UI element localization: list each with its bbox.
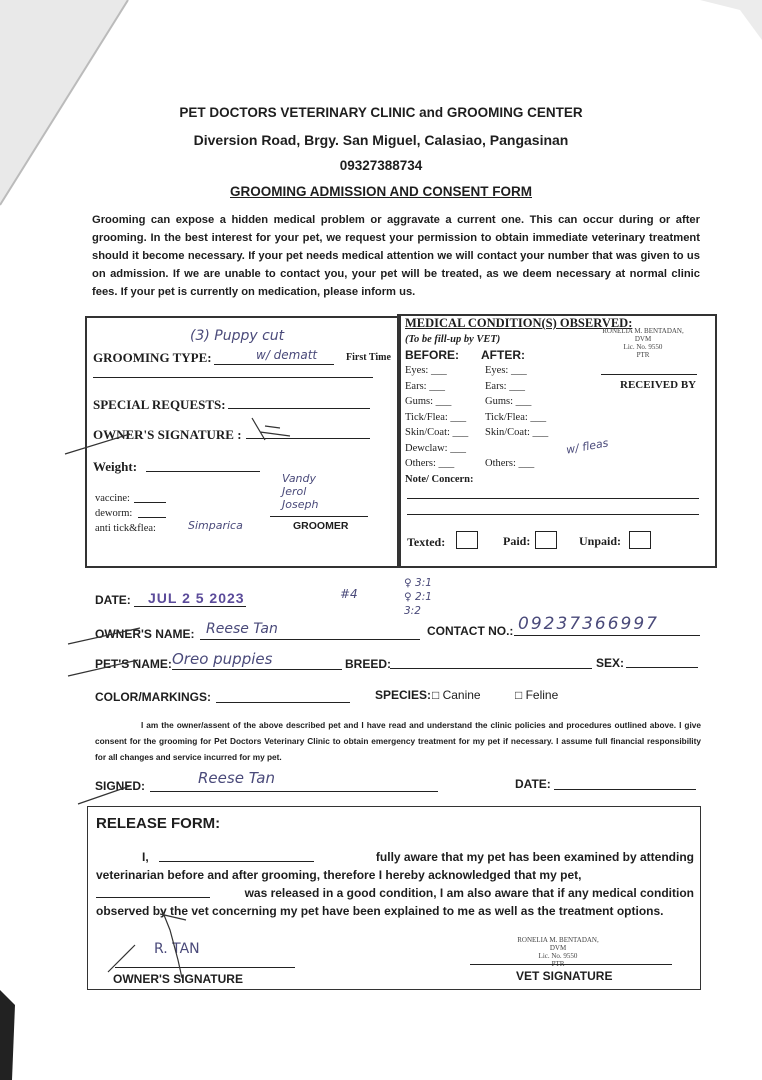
received-by-line <box>601 374 697 375</box>
medical-row <box>405 365 565 381</box>
breed-label: BREED: <box>345 657 392 671</box>
paid-checkbox[interactable] <box>535 531 557 549</box>
release-line-2: veterinarian before and after grooming, therefore I hereby acknowledged that my pet, <box>96 868 582 882</box>
unpaid-checkbox[interactable] <box>629 531 651 549</box>
clinic-address: Diversion Road, Brgy. San Miguel, Calasiao, Pangasinan <box>193 132 569 148</box>
contact-line <box>514 635 700 636</box>
form-title: GROOMING ADMISSION AND CONSENT FORM <box>230 184 532 199</box>
stamp-vet-name-2: RONELIA M. BENTADAN, DVM <box>517 936 599 952</box>
date-stamp: JUL 2 5 2023 <box>148 590 245 606</box>
color-label: COLOR/MARKINGS: <box>95 690 211 704</box>
release-line-3-text: was released in a good condition, I am also aware that if any medical condition <box>244 886 694 900</box>
medical-after-item[interactable]: Skin/Coat: ___ <box>485 427 549 438</box>
medical-before-item[interactable]: Others: ___ <box>405 458 455 469</box>
medical-before-item[interactable]: Tick/Flea: ___ <box>405 411 467 423</box>
texted-label: Texted: <box>407 535 446 549</box>
release-line-1-text: fully aware that my pet has been examined by attending <box>375 850 694 864</box>
contact-value: 09237366997 <box>518 614 659 634</box>
note-label: Note/ Concern: <box>405 474 474 485</box>
before-label: BEFORE: <box>405 348 459 362</box>
medical-after-item[interactable]: Gums: ___ <box>485 396 532 407</box>
medical-row <box>405 396 565 412</box>
hand-note: w/ fleas <box>565 436 610 457</box>
owner-signature-scribble <box>60 410 300 460</box>
stamp-lic: Lic. No. 9550 <box>623 343 663 351</box>
species-label: SPECIES: <box>375 688 432 702</box>
medical-row <box>405 381 565 397</box>
first-time-label: First Time <box>346 352 391 363</box>
grooming-type-label: GROOMING TYPE: <box>93 350 212 365</box>
paid-label: Paid: <box>503 534 531 548</box>
medical-after-item[interactable]: Others: ___ <box>485 458 535 469</box>
medical-after-item[interactable]: Eyes: ___ <box>485 365 527 376</box>
medical-row <box>405 443 565 459</box>
consent-date-label: DATE: <box>515 777 551 791</box>
hand-groomer: Vandy Jerol Joseph <box>282 472 319 511</box>
medical-before-item[interactable]: Dewclaw: ___ <box>405 442 466 454</box>
medical-rows <box>405 365 565 474</box>
deworm-line <box>138 517 166 518</box>
clinic-name: PET DOCTORS VETERINARY CLINIC and GROOMING CENTER <box>179 105 583 120</box>
contact-label: CONTACT NO.: <box>427 624 514 638</box>
release-pet-blank[interactable] <box>96 897 210 898</box>
weight-label: Weight: <box>93 459 138 474</box>
hand-grooming-type-2: w/ dematt <box>256 348 318 362</box>
medical-row <box>405 458 565 474</box>
medical-before-item[interactable]: Gums: ___ <box>405 396 452 407</box>
owner-signature-mark <box>90 900 230 980</box>
medical-row <box>405 427 565 443</box>
hand-counts: ♀ 3:1 ♀ 2:1 3:2 <box>404 577 432 617</box>
medical-title: MEDICAL CONDITION(S) OBSERVED: <box>405 316 633 330</box>
consent-text: I am the owner/assent of the above described pet and I have read and understand the clinic policies and procedures outlined above. I give consent for the grooming for Pet Doctors Veterinary Clinic to obtain emergency treatment for my pet if necessary. I assume full financial responsibility for all changes and service incurred for my pet. <box>95 720 701 762</box>
signed-strike <box>70 770 190 810</box>
consent-date-line <box>554 789 696 790</box>
owner-name-label: OWNER'S NAME: <box>95 627 195 641</box>
stamp-ptr-2: PTR <box>551 960 565 968</box>
owner-name-value: Reese Tan <box>206 621 278 637</box>
signed-line <box>150 791 438 792</box>
date-line <box>134 606 246 607</box>
date-label: DATE: <box>95 593 131 607</box>
clinic-phone: 09327388734 <box>339 158 423 173</box>
vaccine-label: vaccine: <box>95 493 130 504</box>
stamp-lic-2: Lic. No. 9550 <box>538 952 578 960</box>
owner-signature-label: OWNER'S SIGNATURE : <box>93 427 242 442</box>
note-line-1 <box>407 498 699 499</box>
stamp-vet-name: RONELIA M. BENTADAN, DVM <box>602 327 684 343</box>
release-line-4: observed by the vet concerning my pet have been explained to me as well as the treatment options. <box>96 904 664 918</box>
release-name-blank[interactable] <box>159 861 314 862</box>
breed-line <box>390 668 592 669</box>
hand-anti-tick: Simparica <box>188 519 243 532</box>
release-i: I, <box>142 850 149 864</box>
groomer-line <box>270 516 368 517</box>
release-title: RELEASE FORM: <box>96 815 221 832</box>
medical-subtitle: (To be fill-up by VET) <box>405 334 501 345</box>
weight-line <box>146 471 260 472</box>
pet-strike <box>60 640 180 680</box>
canine-option[interactable]: □ Canine <box>432 688 481 702</box>
medical-before-item[interactable]: Skin/Coat: ___ <box>405 427 469 438</box>
medical-row <box>405 412 565 428</box>
unpaid-label: Unpaid: <box>579 534 622 548</box>
vet-signature-line <box>470 964 672 965</box>
signed-label: SIGNED: <box>95 779 146 793</box>
hand-grooming-type: (3) Puppy cut <box>190 328 285 344</box>
after-label: AFTER: <box>481 348 525 362</box>
texted-checkbox[interactable] <box>456 531 478 549</box>
stamp-ptr: PTR <box>636 351 650 359</box>
medical-after-item[interactable]: Ears: ___ <box>485 380 525 392</box>
received-by-label: RECEIVED BY <box>620 379 697 391</box>
deworm-label: deworm: <box>95 508 133 519</box>
owner-signature-bottom-label: OWNER'S SIGNATURE <box>113 972 243 986</box>
groomer-label: GROOMER <box>293 520 349 532</box>
intro-paragraph: Grooming can expose a hidden medical problem or aggravate a current one. This can occur during or after grooming. In the best interest for your pet, we request your permission to obtain immediate veterinary treatment should it become necessary. If your pet needs medical attention we will contact your number that was given to us on admission. If we are unable to contact you, your pet will be treated, as we deem necessary at normal clinic fees. If your pet is currently on medication, please inform us. <box>92 214 700 298</box>
color-line <box>216 702 350 703</box>
sex-line <box>626 667 698 668</box>
release-line-1 <box>96 848 694 866</box>
sex-label: SEX: <box>596 656 625 670</box>
medical-before-item[interactable]: Ears: ___ <box>405 380 445 392</box>
vet-stamp-top <box>598 327 688 359</box>
owner-name-line <box>200 639 420 640</box>
grooming-line-2 <box>93 377 373 378</box>
grooming-type-line <box>214 364 334 365</box>
medical-before-item[interactable]: Eyes: ___ <box>405 365 447 376</box>
signed-value: Reese Tan <box>198 769 275 787</box>
hand-number: #4 <box>340 587 358 601</box>
pet-name-label: PET'S NAME: <box>95 657 172 671</box>
vaccine-line <box>134 502 166 503</box>
note-line-2 <box>407 514 699 515</box>
owner-signature-hand: R. TAN <box>154 941 200 957</box>
special-requests-line <box>228 408 370 409</box>
feline-option[interactable]: □ Feline <box>515 688 559 702</box>
pet-name-value: Oreo puppies <box>172 650 273 668</box>
pet-name-line <box>172 669 342 670</box>
medical-after-item[interactable]: Tick/Flea: ___ <box>485 411 547 423</box>
vet-signature-label: VET SIGNATURE <box>516 969 613 983</box>
anti-tick-label: anti tick&flea: <box>95 523 156 534</box>
special-requests-label: SPECIAL REQUESTS: <box>93 397 226 412</box>
